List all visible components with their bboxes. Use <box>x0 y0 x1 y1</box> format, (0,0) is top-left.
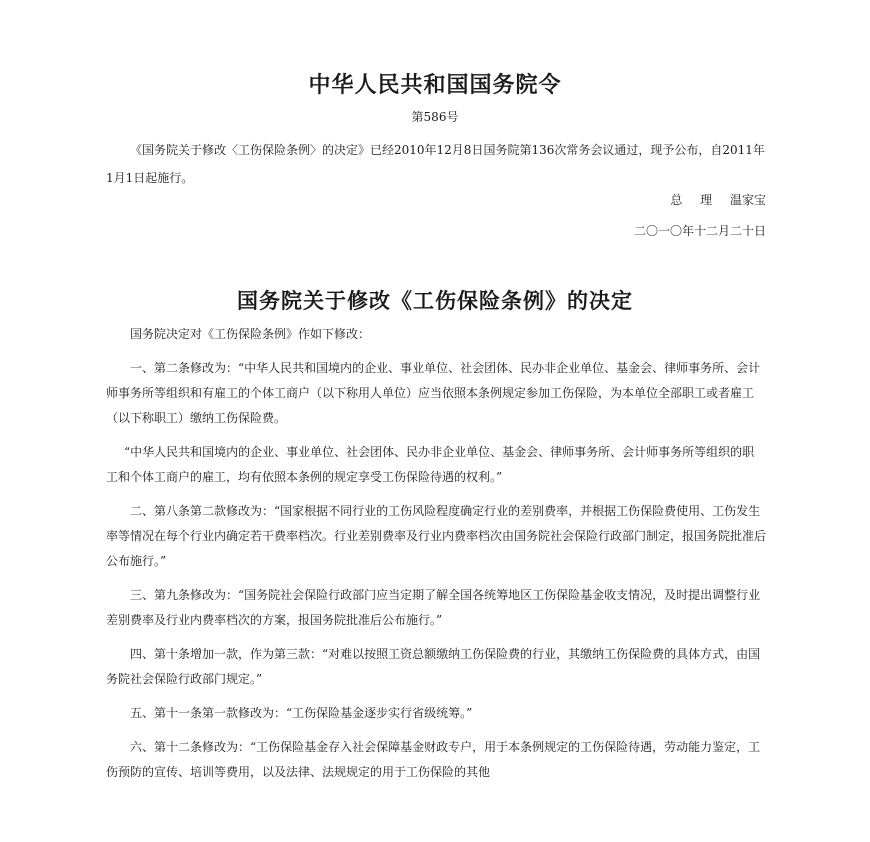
decision-paragraph-article-9: 三、第九条修改为：“国务院社会保险行政部门应当定期了解全国各统筹地区工伤保险基金收支情况，及时提出调整行业差别费率及行业内费率档次的方案，报国务院批准后公布施行。” <box>106 588 761 627</box>
decision-title: 国务院关于修改《工伤保险条例》的决定 <box>237 289 633 313</box>
signing-date: 二〇一〇年十二月二十日 <box>633 224 766 238</box>
decision-paragraph-article-2-second: “中华人民共和国境内的企业、事业单位、社会团体、民办非企业单位、基金会、律师事务所、会计师事务所等组织的职工和个体工商户的雇工，均有依照本条例的规定享受工伤保险待遇的权利。” <box>106 445 755 484</box>
decision-paragraph-article-2: 一、第二条修改为：“中华人民共和国境内的企业、事业单位、社会团体、民办非企业单位、基金会、律师事务所、会计师事务所等组织和有雇工的个体工商户（以下称用人单位）应当依照本条例规定参加工伤保险，为本单位全部职工或者雇工（以下称职工）缴纳工伤保险费。 <box>106 361 761 425</box>
signature: 总 理 温家宝 <box>670 193 766 207</box>
decision-paragraph-article-12: 六、第十二条修改为：“工伤保险基金存入社会保障基金财政专户，用于本条例规定的工伤保险待遇，劳动能力鉴定，工伤预防的宣传、培训等费用，以及法律、法规规定的用于工伤保险的其他 <box>106 740 761 779</box>
order-text: 《国务院关于修改〈工伤保险条例〉的决定》已经2010年12月8日国务院第136次常务会议通过，现予公布，自2011年1月1日起施行。 <box>106 143 765 185</box>
decision-paragraph-article-11: 五、第十一条第一款修改为：“工伤保险基金逐步实行省级统筹。” <box>130 706 473 720</box>
order-title: 中华人民共和国国务院令 <box>308 73 562 98</box>
order-number: 第586号 <box>411 110 459 124</box>
decision-paragraph-article-8: 二、第八条第二款修改为：“国家根据不同行业的工伤风险程度确定行业的差别费率，并根据工伤保险费使用、工伤发生率等情况在每个行业内确定若干费率档次。行业差别费率及行业内费率档次由国务院社会保险行政部门制定，报国务院批准后公布施行。” <box>106 504 767 568</box>
decision-paragraph-article-10: 四、第十条增加一款，作为第三款：“对难以按照工资总额缴纳工伤保险费的行业，其缴纳工伤保险费的具体方式，由国务院社会保险行政部门规定。” <box>106 647 761 686</box>
decision-body <box>106 322 766 794</box>
decision-paragraph-intro: 国务院决定对《工伤保险条例》作如下修改： <box>130 327 371 341</box>
